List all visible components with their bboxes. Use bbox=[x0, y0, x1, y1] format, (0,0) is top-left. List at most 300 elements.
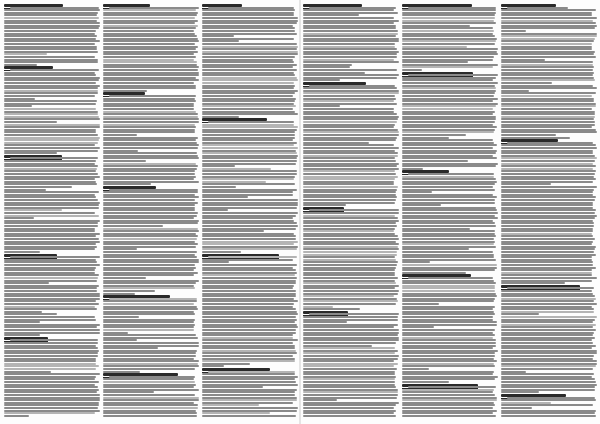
text-line bbox=[202, 35, 234, 37]
text-line bbox=[4, 329, 100, 331]
text-line bbox=[303, 139, 396, 141]
text-line bbox=[202, 308, 296, 310]
text-line bbox=[4, 360, 96, 362]
text-line bbox=[103, 121, 199, 123]
text-line bbox=[202, 415, 296, 417]
text-run bbox=[10, 69, 12, 71]
text-line bbox=[103, 243, 198, 245]
text-line bbox=[103, 82, 194, 84]
text-line bbox=[202, 399, 297, 401]
text-line bbox=[402, 113, 493, 115]
text-run bbox=[303, 82, 305, 84]
text-line bbox=[402, 17, 495, 19]
text-line bbox=[4, 342, 98, 344]
text-line bbox=[4, 199, 98, 201]
text-line bbox=[402, 165, 496, 167]
text-line bbox=[501, 82, 552, 84]
text-line bbox=[501, 87, 597, 89]
text-line bbox=[4, 316, 95, 318]
text-line bbox=[501, 217, 595, 219]
text-line bbox=[202, 108, 293, 110]
text-line bbox=[4, 173, 98, 175]
text-line bbox=[501, 152, 593, 154]
text-line bbox=[103, 277, 146, 279]
text-line bbox=[501, 191, 593, 193]
text-line bbox=[402, 251, 493, 253]
text-line bbox=[501, 334, 593, 336]
text-line bbox=[103, 394, 195, 396]
text-line bbox=[4, 407, 98, 409]
text-run bbox=[4, 155, 6, 157]
text-line bbox=[103, 303, 194, 305]
text-line bbox=[303, 126, 394, 128]
text-line bbox=[501, 412, 595, 414]
text-line bbox=[103, 368, 195, 370]
text-line bbox=[202, 61, 294, 63]
text-line bbox=[501, 121, 595, 123]
text-line bbox=[408, 277, 493, 279]
text-run bbox=[402, 170, 404, 172]
text-line bbox=[202, 329, 296, 331]
text-line bbox=[303, 342, 396, 344]
text-line bbox=[4, 147, 100, 149]
text-line bbox=[402, 82, 498, 84]
text-run bbox=[402, 72, 404, 74]
text-line bbox=[402, 48, 498, 50]
text-line bbox=[402, 355, 495, 357]
text-line bbox=[303, 282, 396, 284]
text-line bbox=[303, 347, 395, 349]
text-line bbox=[303, 35, 396, 37]
text-column-2 bbox=[103, 4, 199, 420]
text-line bbox=[202, 243, 294, 245]
text-line bbox=[303, 186, 398, 188]
text-line bbox=[303, 152, 398, 154]
text-line bbox=[501, 381, 596, 383]
text-line bbox=[402, 56, 494, 58]
text-run bbox=[402, 384, 404, 386]
text-line bbox=[303, 9, 394, 11]
text-run bbox=[103, 4, 105, 6]
text-line bbox=[202, 360, 295, 362]
text-line bbox=[402, 303, 439, 305]
text-line bbox=[4, 269, 95, 271]
text-line bbox=[303, 386, 396, 388]
text-column-6 bbox=[501, 4, 597, 420]
text-line bbox=[501, 308, 594, 310]
text-run bbox=[303, 207, 305, 209]
text-line bbox=[4, 108, 96, 110]
text-line bbox=[501, 399, 596, 401]
text-line bbox=[402, 147, 493, 149]
text-line bbox=[202, 43, 297, 45]
text-line bbox=[103, 100, 196, 102]
text-line bbox=[501, 290, 592, 292]
text-line bbox=[103, 308, 198, 310]
text-run bbox=[208, 256, 210, 258]
text-line bbox=[4, 394, 100, 396]
text-line bbox=[501, 386, 595, 388]
text-run bbox=[4, 4, 6, 6]
text-line bbox=[402, 373, 493, 375]
text-line bbox=[303, 87, 397, 89]
text-line bbox=[202, 74, 295, 76]
text-line bbox=[202, 238, 296, 240]
text-line bbox=[303, 368, 397, 370]
text-run bbox=[408, 173, 410, 175]
text-line bbox=[4, 165, 98, 167]
text-line bbox=[4, 35, 97, 37]
page-fold bbox=[299, 0, 301, 424]
text-line bbox=[501, 251, 594, 253]
text-run bbox=[103, 186, 105, 188]
text-line bbox=[501, 69, 593, 71]
text-line bbox=[202, 95, 293, 97]
text-line bbox=[303, 121, 397, 123]
text-line bbox=[202, 48, 297, 50]
text-line bbox=[501, 269, 592, 271]
text-line bbox=[103, 22, 195, 24]
text-line bbox=[303, 256, 395, 258]
text-line bbox=[501, 108, 592, 110]
text-line bbox=[202, 56, 295, 58]
text-line bbox=[303, 191, 396, 193]
text-line bbox=[501, 43, 592, 45]
text-line bbox=[402, 217, 498, 219]
text-line bbox=[202, 82, 294, 84]
text-line bbox=[103, 152, 197, 154]
text-run bbox=[202, 368, 204, 370]
text-line bbox=[402, 342, 496, 344]
text-line bbox=[4, 277, 98, 279]
text-line bbox=[202, 87, 294, 89]
text-line bbox=[103, 217, 194, 219]
text-line bbox=[402, 347, 493, 349]
text-line bbox=[303, 56, 397, 58]
text-line bbox=[4, 347, 98, 349]
text-line bbox=[303, 113, 397, 115]
text-run bbox=[103, 92, 105, 94]
text-run bbox=[408, 277, 410, 279]
text-line bbox=[202, 303, 294, 305]
text-line bbox=[103, 238, 197, 240]
text-line bbox=[4, 191, 99, 193]
text-line bbox=[4, 9, 100, 11]
text-line bbox=[303, 415, 396, 417]
text-line bbox=[103, 399, 199, 401]
text-line bbox=[202, 217, 293, 219]
text-line bbox=[202, 186, 236, 188]
text-line bbox=[4, 355, 98, 357]
text-line bbox=[202, 230, 264, 232]
text-line bbox=[202, 126, 298, 128]
text-line bbox=[501, 347, 592, 349]
text-line bbox=[501, 165, 596, 167]
text-line bbox=[402, 412, 493, 414]
text-run bbox=[501, 415, 503, 417]
text-line bbox=[4, 204, 99, 206]
text-line bbox=[303, 100, 394, 102]
text-line bbox=[4, 238, 99, 240]
text-line bbox=[501, 282, 565, 284]
text-line bbox=[501, 186, 597, 188]
text-line bbox=[202, 386, 263, 388]
text-line bbox=[103, 43, 195, 45]
text-line bbox=[103, 321, 194, 323]
text-line bbox=[303, 277, 398, 279]
text-line bbox=[202, 199, 298, 201]
text-line bbox=[501, 407, 532, 409]
text-line bbox=[103, 329, 194, 331]
text-line bbox=[202, 173, 297, 175]
text-line bbox=[303, 329, 399, 331]
text-line bbox=[103, 412, 197, 414]
text-line bbox=[103, 334, 196, 336]
text-line bbox=[4, 399, 100, 401]
text-run bbox=[402, 415, 404, 417]
text-line bbox=[4, 87, 98, 89]
text-line bbox=[4, 381, 99, 383]
text-line bbox=[303, 251, 397, 253]
text-line bbox=[501, 204, 593, 206]
text-line bbox=[202, 316, 296, 318]
text-line bbox=[303, 147, 399, 149]
text-line bbox=[501, 303, 597, 305]
text-line bbox=[501, 212, 595, 214]
text-line bbox=[501, 30, 526, 32]
text-run bbox=[501, 285, 503, 287]
text-line bbox=[501, 160, 595, 162]
text-line bbox=[303, 160, 396, 162]
text-run bbox=[4, 254, 6, 256]
text-line bbox=[402, 264, 497, 266]
text-line bbox=[4, 43, 95, 45]
text-line bbox=[402, 186, 493, 188]
text-run bbox=[103, 373, 105, 375]
text-line bbox=[4, 368, 96, 370]
text-line bbox=[501, 48, 592, 50]
text-line bbox=[303, 412, 394, 414]
text-line bbox=[303, 61, 399, 63]
text-line bbox=[103, 381, 195, 383]
text-line bbox=[402, 126, 497, 128]
text-line bbox=[501, 277, 597, 279]
text-line bbox=[501, 316, 597, 318]
text-line bbox=[103, 56, 196, 58]
text-line bbox=[103, 30, 194, 32]
text-line bbox=[4, 373, 100, 375]
text-line bbox=[4, 178, 95, 180]
text-line bbox=[202, 277, 297, 279]
text-line bbox=[303, 165, 397, 167]
text-line bbox=[402, 399, 497, 401]
text-line bbox=[303, 303, 396, 305]
text-run bbox=[4, 337, 6, 339]
text-line bbox=[103, 204, 195, 206]
text-line bbox=[402, 238, 494, 240]
text-run bbox=[103, 415, 105, 417]
text-line bbox=[103, 113, 198, 115]
text-line bbox=[103, 108, 194, 110]
text-line bbox=[303, 269, 395, 271]
text-line bbox=[303, 264, 397, 266]
text-line bbox=[303, 17, 394, 19]
text-line bbox=[103, 415, 197, 417]
text-line bbox=[303, 199, 396, 201]
text-line bbox=[4, 230, 95, 232]
text-line bbox=[4, 282, 49, 284]
text-line bbox=[303, 381, 395, 383]
text-line bbox=[402, 308, 493, 310]
text-line bbox=[202, 100, 295, 102]
text-line bbox=[103, 191, 198, 193]
text-column-3 bbox=[202, 4, 298, 420]
text-line bbox=[103, 386, 194, 388]
text-line bbox=[202, 139, 293, 141]
text-line bbox=[501, 134, 556, 136]
text-line bbox=[303, 212, 399, 214]
text-line bbox=[501, 238, 595, 240]
text-line bbox=[303, 407, 394, 409]
text-line bbox=[202, 321, 295, 323]
text-line bbox=[103, 178, 194, 180]
text-line bbox=[402, 87, 496, 89]
text-line bbox=[4, 56, 95, 58]
text-line bbox=[303, 108, 394, 110]
text-column-5 bbox=[402, 4, 498, 420]
text-line bbox=[408, 74, 498, 76]
text-line bbox=[501, 225, 594, 227]
text-line bbox=[303, 316, 398, 318]
text-line bbox=[402, 95, 494, 97]
text-line bbox=[202, 113, 298, 115]
text-line bbox=[501, 415, 596, 417]
text-line bbox=[103, 69, 198, 71]
text-line bbox=[402, 134, 466, 136]
text-line bbox=[501, 355, 594, 357]
text-run bbox=[10, 256, 12, 258]
text-line bbox=[303, 373, 395, 375]
text-line bbox=[501, 329, 596, 331]
text-line bbox=[103, 282, 196, 284]
text-line bbox=[4, 100, 97, 102]
text-line bbox=[501, 360, 597, 362]
text-run bbox=[408, 74, 410, 76]
text-line bbox=[4, 30, 96, 32]
text-run bbox=[303, 311, 305, 313]
text-line bbox=[103, 316, 139, 318]
text-line bbox=[103, 17, 195, 19]
text-line bbox=[4, 121, 57, 123]
text-line bbox=[202, 407, 298, 409]
text-line bbox=[501, 230, 593, 232]
text-line bbox=[402, 256, 494, 258]
text-line bbox=[501, 61, 593, 63]
text-line bbox=[303, 178, 395, 180]
text-line bbox=[303, 95, 395, 97]
text-line bbox=[4, 134, 98, 136]
text-line bbox=[402, 199, 495, 201]
text-line bbox=[501, 321, 593, 323]
text-line bbox=[402, 160, 468, 162]
text-run bbox=[4, 66, 6, 68]
text-line bbox=[402, 334, 495, 336]
text-line bbox=[501, 178, 596, 180]
text-line bbox=[4, 22, 100, 24]
text-line bbox=[202, 17, 298, 19]
text-line bbox=[4, 139, 99, 141]
text-line bbox=[408, 386, 496, 388]
text-run bbox=[202, 415, 204, 417]
text-line bbox=[4, 251, 40, 253]
text-line bbox=[103, 147, 198, 149]
text-line bbox=[501, 373, 594, 375]
text-line bbox=[4, 48, 97, 50]
text-line bbox=[402, 43, 495, 45]
text-line bbox=[402, 282, 496, 284]
text-line bbox=[402, 152, 496, 154]
text-run bbox=[109, 95, 111, 97]
text-line bbox=[501, 256, 592, 258]
text-line bbox=[103, 290, 155, 292]
text-line bbox=[103, 35, 197, 37]
text-line bbox=[202, 178, 294, 180]
text-line bbox=[501, 22, 596, 24]
text-line bbox=[402, 368, 429, 370]
text-run bbox=[202, 4, 204, 6]
text-line bbox=[4, 113, 98, 115]
text-line bbox=[103, 165, 198, 167]
text-line bbox=[202, 147, 298, 149]
text-line bbox=[303, 134, 399, 136]
text-column-1 bbox=[4, 4, 100, 420]
text-line bbox=[4, 61, 98, 63]
text-line bbox=[501, 17, 597, 19]
text-run bbox=[402, 4, 404, 6]
text-line bbox=[501, 147, 597, 149]
text-line bbox=[202, 9, 295, 11]
text-line bbox=[402, 191, 432, 193]
text-line bbox=[303, 225, 397, 227]
text-line bbox=[103, 134, 137, 136]
text-line bbox=[4, 243, 96, 245]
text-line bbox=[402, 316, 493, 318]
text-line bbox=[303, 74, 399, 76]
text-line bbox=[402, 100, 493, 102]
text-line bbox=[103, 225, 163, 227]
text-line bbox=[103, 230, 199, 232]
text-line bbox=[303, 321, 347, 323]
text-line bbox=[402, 415, 496, 417]
text-line bbox=[303, 308, 360, 310]
text-line bbox=[103, 269, 194, 271]
text-line bbox=[202, 373, 295, 375]
text-line bbox=[103, 74, 199, 76]
text-line bbox=[208, 256, 297, 258]
text-line bbox=[10, 69, 99, 71]
text-line bbox=[4, 17, 99, 19]
text-line bbox=[202, 30, 295, 32]
text-line bbox=[202, 152, 297, 154]
text-line bbox=[4, 152, 57, 154]
text-line bbox=[402, 295, 497, 297]
text-line bbox=[303, 243, 399, 245]
text-line bbox=[402, 30, 494, 32]
text-line bbox=[208, 121, 294, 123]
text-line bbox=[103, 212, 198, 214]
text-line bbox=[501, 368, 593, 370]
text-line bbox=[303, 43, 395, 45]
